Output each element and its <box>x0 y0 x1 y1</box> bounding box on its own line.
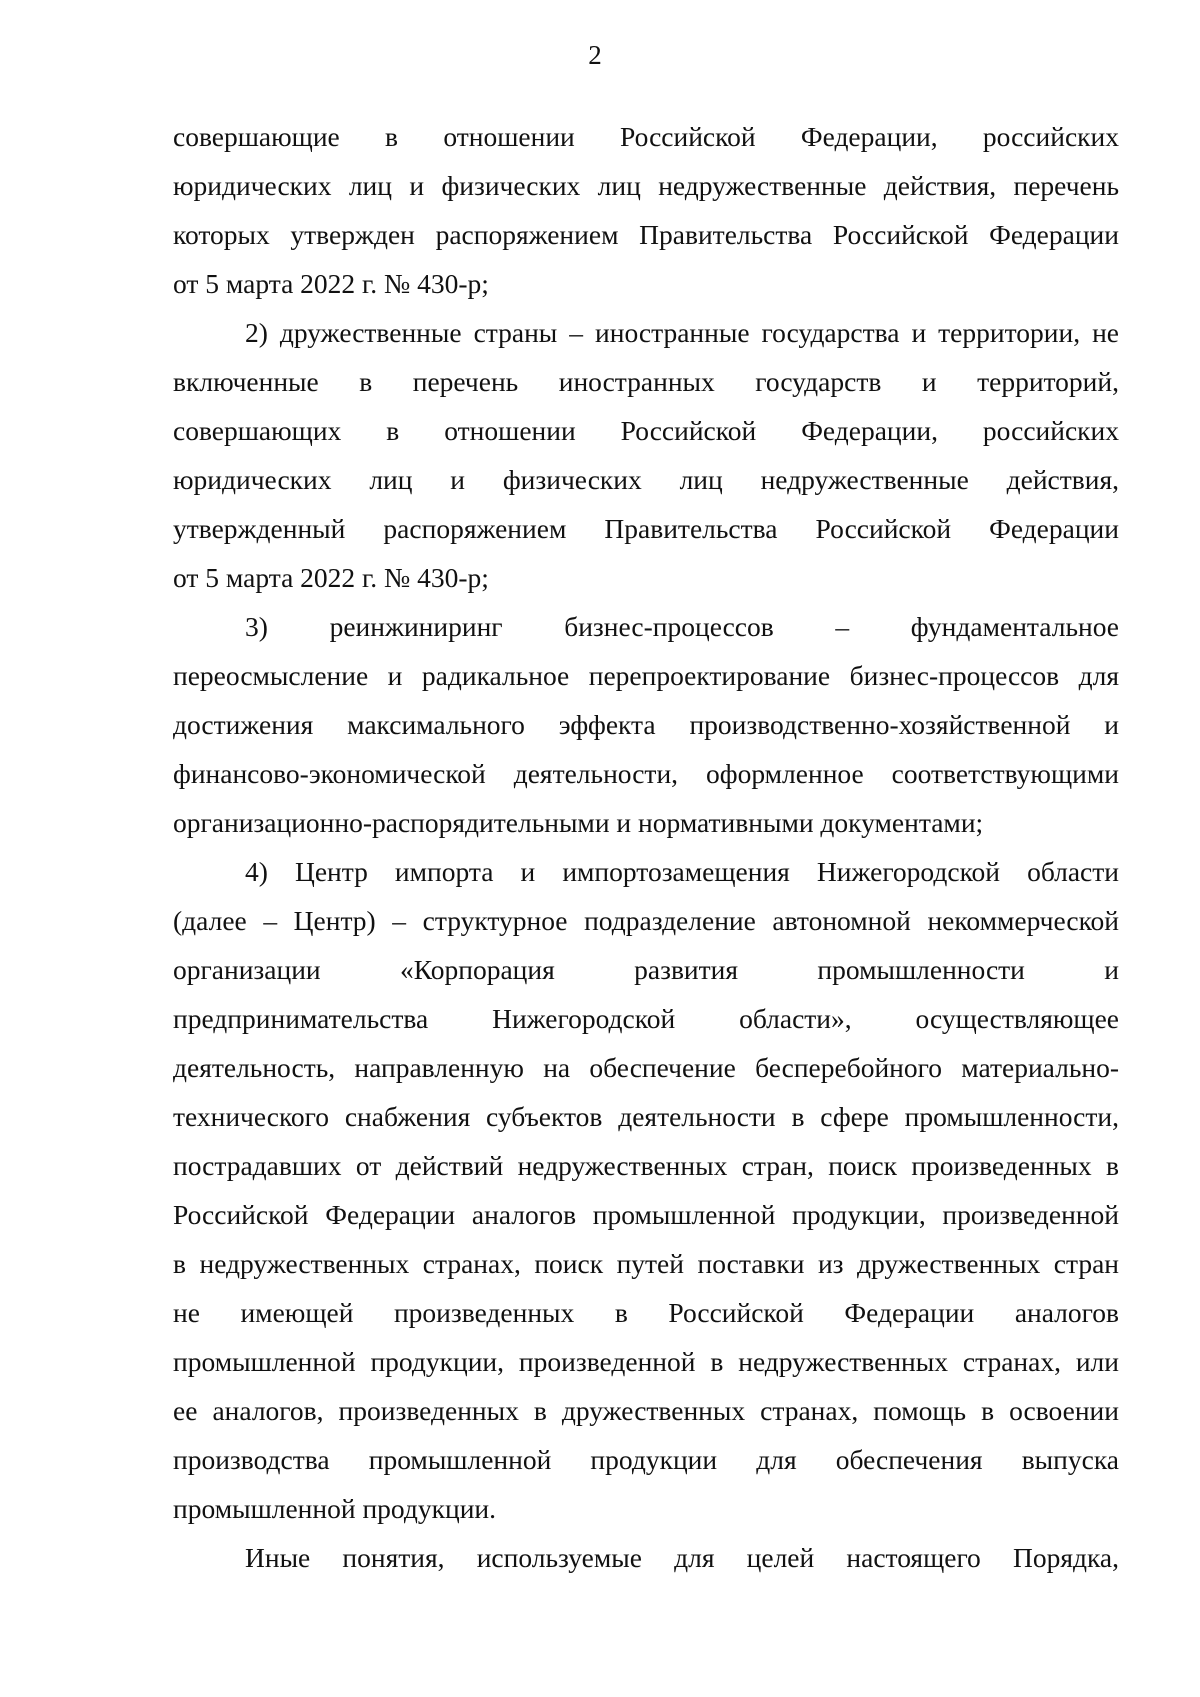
text-line: пострадавших от действий недружественных стран, поиск произведенных в <box>173 1150 1119 1181</box>
text-line: технического снабжения субъектов деятельности в сфере промышленности, <box>173 1101 1119 1132</box>
text-line: финансово-экономической деятельности, оформленное соответствующими <box>173 758 1119 789</box>
paragraph-item-2 <box>173 308 1119 602</box>
document-body <box>173 112 1119 1582</box>
text-line: не имеющей произведенных в Российской Федерации аналогов <box>173 1297 1119 1328</box>
text-line: промышленной продукции, произведенной в недружественных странах, или <box>173 1346 1119 1377</box>
paragraph-item-4 <box>173 847 1119 1533</box>
paragraph-item-3 <box>173 602 1119 847</box>
text-line: предпринимательства Нижегородской области», осуществляющее <box>173 1003 1119 1034</box>
text-line: которых утвержден распоряжением Правительства Российской Федерации <box>173 219 1119 250</box>
text-line: от 5 марта 2022 г. № 430-р; <box>173 562 489 593</box>
text-line: в недружественных странах, поиск путей поставки из дружественных стран <box>173 1248 1119 1279</box>
text-line: включенные в перечень иностранных государств и территорий, <box>173 366 1119 397</box>
text-line: 3) реинжиниринг бизнес-процессов – фундаментальное <box>245 611 1119 642</box>
text-line: ее аналогов, произведенных в дружественных странах, помощь в освоении <box>173 1395 1119 1426</box>
text-line: утвержденный распоряжением Правительства Российской Федерации <box>173 513 1119 544</box>
text-line: (далее – Центр) – структурное подразделение автономной некоммерческой <box>173 905 1119 936</box>
page-number: 2 <box>588 40 602 70</box>
text-line: достижения максимального эффекта производственно-хозяйственной и <box>173 709 1119 740</box>
text-line: организационно-распорядительными и нормативными документами; <box>173 807 984 838</box>
text-line: организации «Корпорация развития промышленности и <box>173 954 1119 985</box>
text-line: юридических лиц и физических лиц недружественные действия, перечень <box>173 170 1119 201</box>
text-line: от 5 марта 2022 г. № 430-р; <box>173 268 489 299</box>
text-line: деятельность, направленную на обеспечение бесперебойного материально- <box>173 1052 1119 1083</box>
text-line: совершающих в отношении Российской Федерации, российских <box>173 415 1119 446</box>
text-line: Российской Федерации аналогов промышленной продукции, произведенной <box>173 1199 1119 1230</box>
paragraph-continuation <box>173 112 1119 308</box>
text-line: 2) дружественные страны – иностранные государства и территории, не <box>245 317 1119 348</box>
text-line: совершающие в отношении Российской Федерации, российских <box>173 121 1119 152</box>
text-line: 4) Центр импорта и импортозамещения Нижегородской области <box>245 856 1119 887</box>
text-line: переосмысление и радикальное перепроектирование бизнес-процессов для <box>173 660 1119 691</box>
paragraph-other-terms <box>173 1533 1119 1582</box>
text-line: промышленной продукции. <box>173 1493 497 1524</box>
text-line: производства промышленной продукции для обеспечения выпуска <box>173 1444 1119 1475</box>
text-line: Иные понятия, используемые для целей настоящего Порядка, <box>245 1542 1119 1573</box>
text-line: юридических лиц и физических лиц недружественные действия, <box>173 464 1119 495</box>
